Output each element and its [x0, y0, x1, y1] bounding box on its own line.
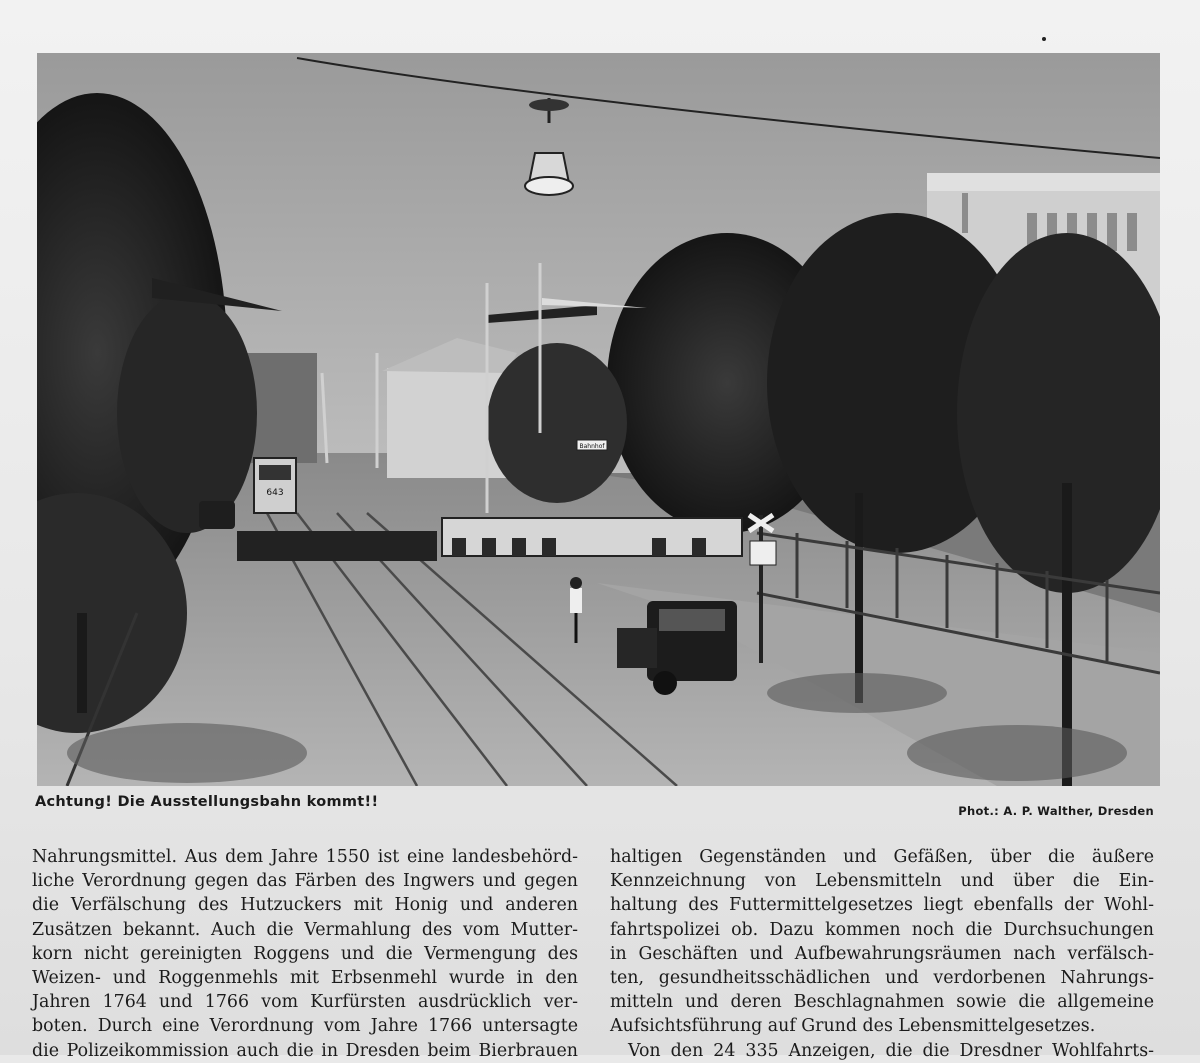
text-line: liche Verordnung gegen das Färben des Ingwers und gegen — [32, 871, 578, 892]
text-line: die Polizeikommission auch die in Dresden beim Bierbrauen — [32, 1040, 578, 1061]
text-line: mitteln und deren Beschlagnahmen sowie die allgemeine — [610, 992, 1154, 1013]
text-line: Zusätzen bekannt. Auch die Vermahlung des vom Mutter- — [32, 919, 578, 940]
text-line: Weizen- und Roggenmehls mit Erbsenmehl wurde in den — [32, 968, 578, 989]
text-line: in Geschäften und Aufbewahrungsräumen nach verfälsch- — [610, 943, 1154, 964]
tram — [254, 458, 296, 513]
tram-number: 643 — [266, 488, 284, 498]
scan-speck — [1042, 37, 1046, 41]
photo-credit: Phot.: A. P. Walther, Dresden — [958, 804, 1154, 818]
text-line: Kennzeichnung von Lebensmitteln und über die Ein- — [610, 871, 1154, 892]
street-sign: Bahnhof — [579, 443, 605, 450]
text-line: fahrtspolizei ob. Dazu kommen noch die Durchsuchungen — [610, 919, 1154, 940]
text-line: haltigen Gegenständen und Gefäßen, über die äußere — [610, 847, 1154, 867]
photo-illustration — [37, 53, 1160, 786]
text-column-left — [32, 845, 578, 1063]
text-line: Nahrungsmittel. Aus dem Jahre 1550 ist eine landesbehörd- — [32, 847, 578, 867]
text-line: boten. Durch eine Verordnung vom Jahre 1766 untersagte — [32, 1016, 578, 1037]
text-line: die Verfälschung des Hutzuckers mit Honig und anderen — [32, 895, 578, 916]
text-line: Aufsichtsführung auf Grund des Lebensmittelgesetzes. — [610, 1016, 1096, 1037]
text-line: haltung des Futtermittelgesetzes liegt ebenfalls der Wohl- — [610, 895, 1154, 916]
text-line: Jahren 1764 und 1766 vom Kurfürsten ausdrücklich ver- — [32, 992, 578, 1013]
photo-caption: Achtung! Die Ausstellungsbahn kommt!! — [35, 794, 379, 810]
street-photograph — [37, 53, 1160, 786]
text-line: Von den 24 335 Anzeigen, die die Dresdner Wohlfahrts- — [628, 1040, 1154, 1061]
text-line: korn nicht gereinigten Roggens und die Vermengung des — [32, 943, 578, 964]
text-column-right — [610, 845, 1154, 1063]
text-line: ten, gesundheitsschädlichen und verdorbenen Nahrungs- — [610, 968, 1154, 989]
small-car — [199, 501, 235, 529]
